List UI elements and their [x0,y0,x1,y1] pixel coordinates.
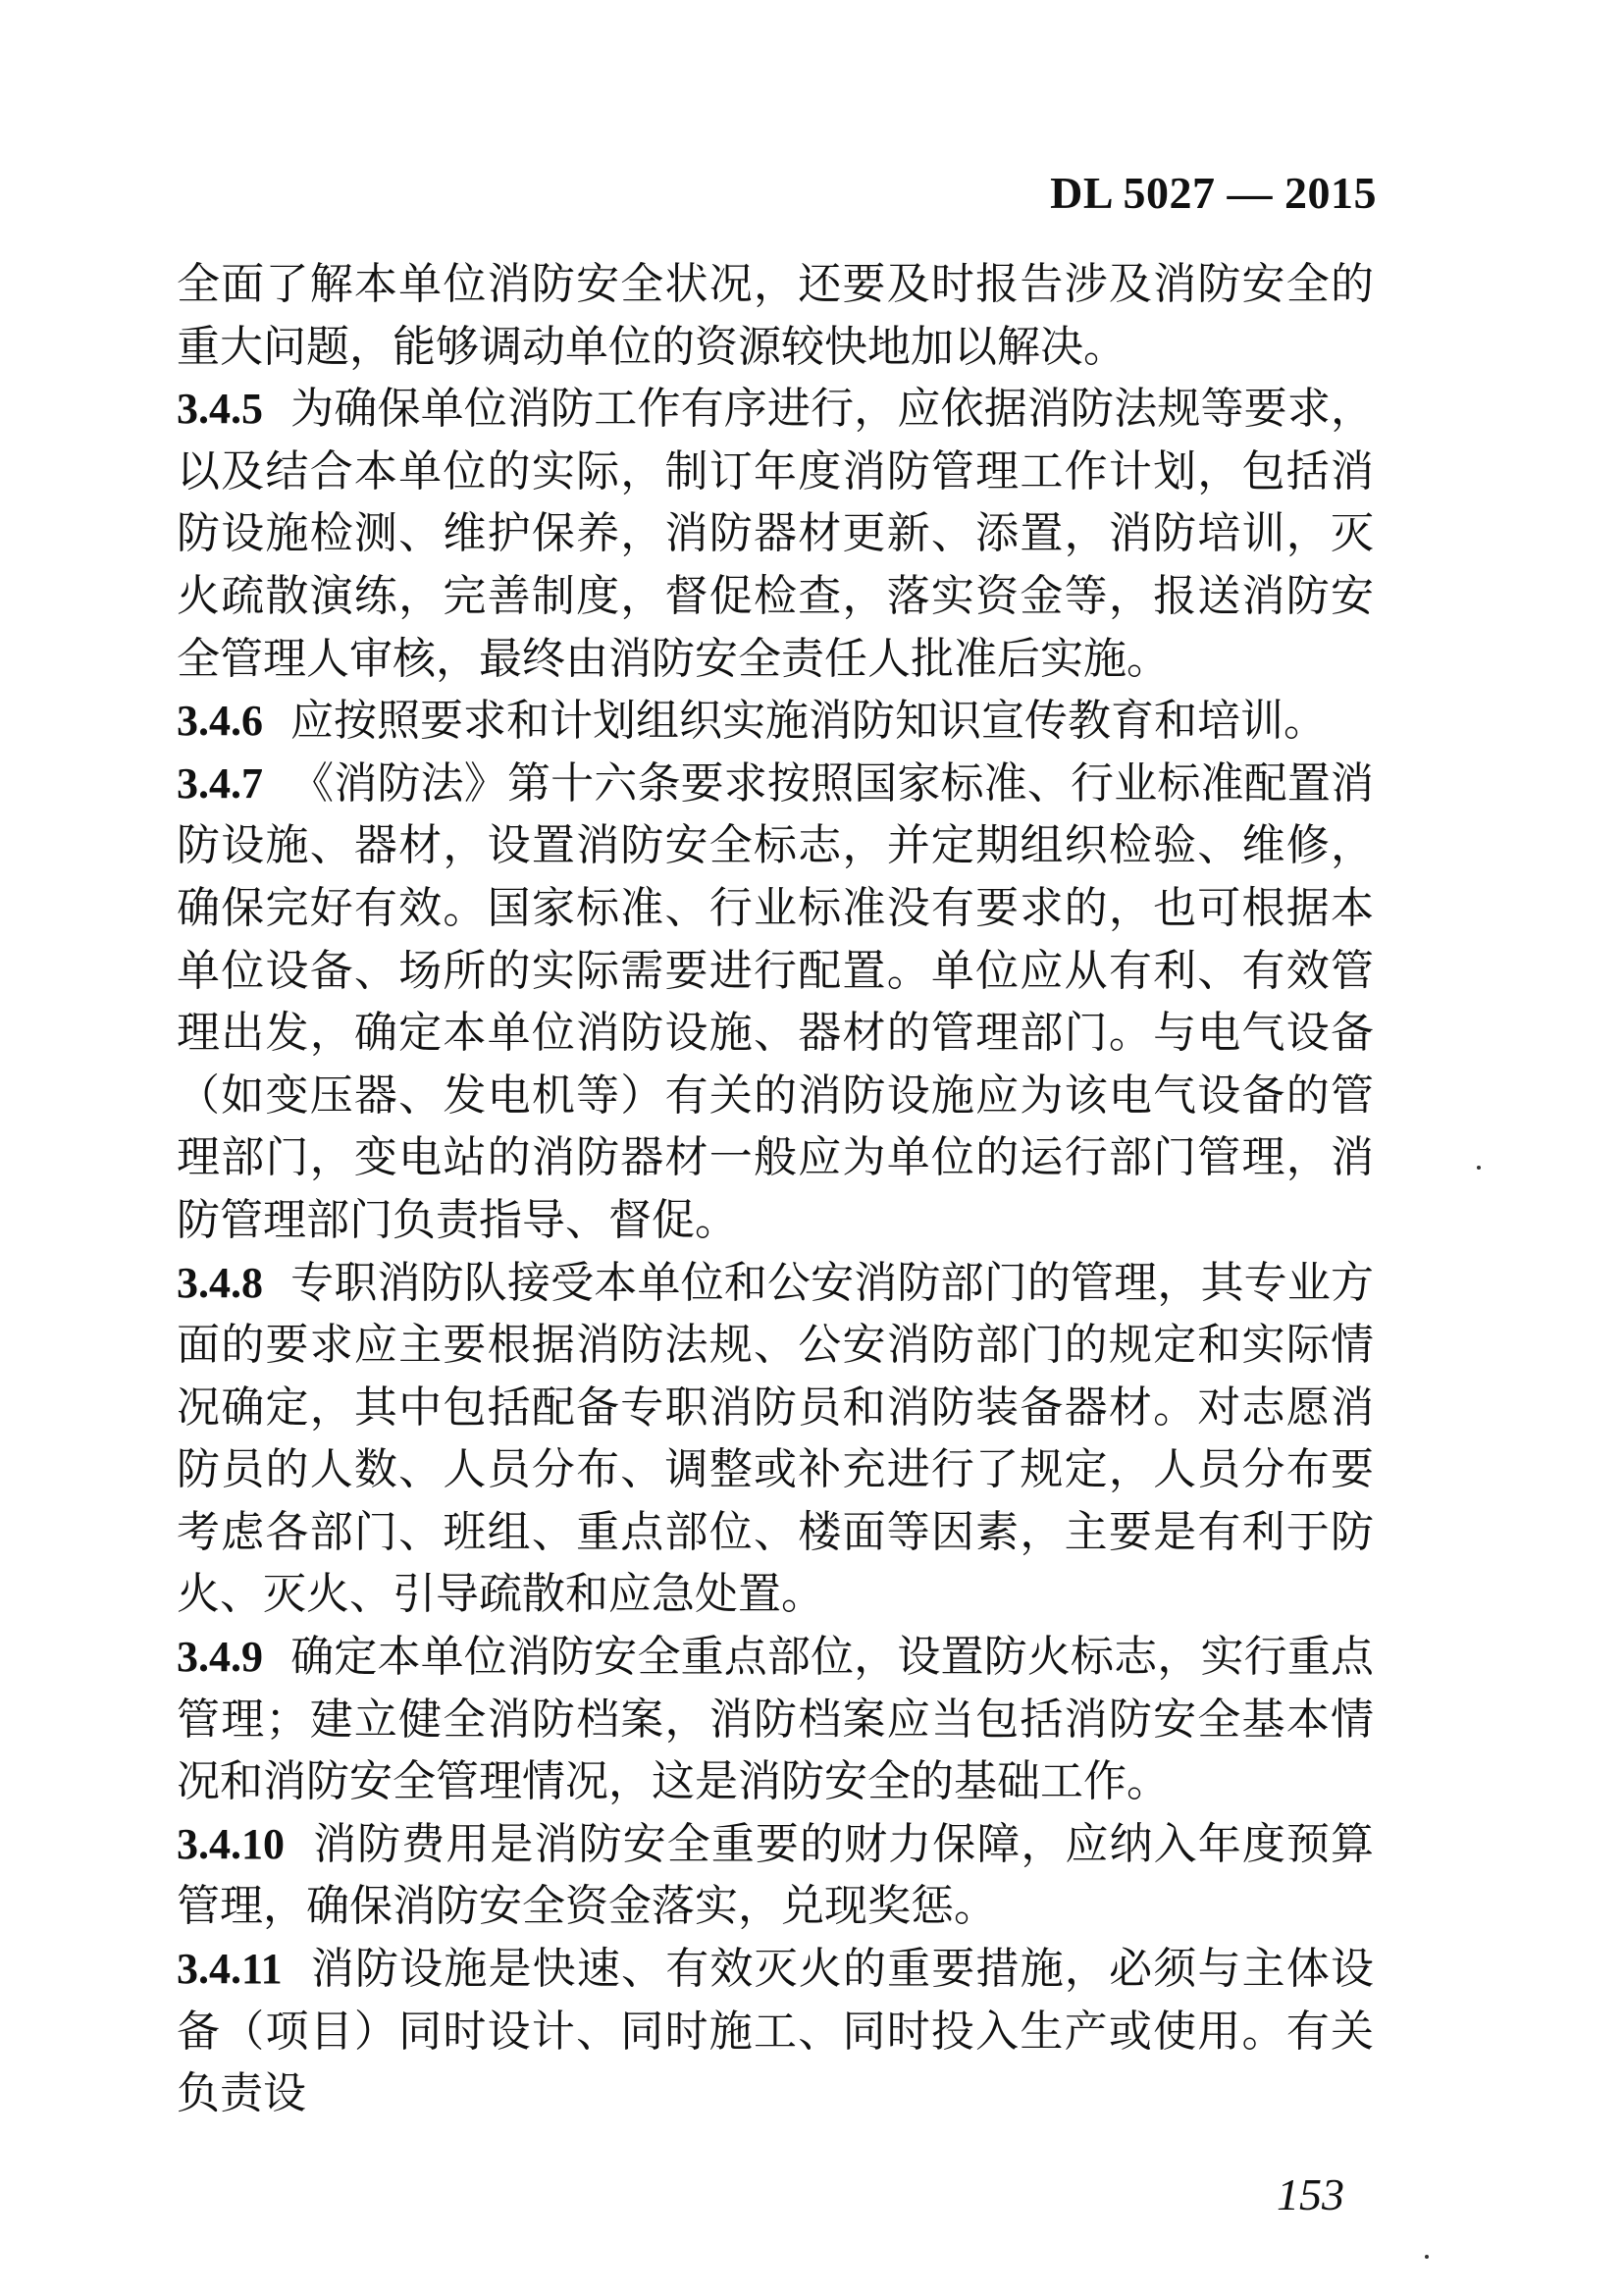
clause-number: 3.4.6 [177,697,263,746]
clause-3-4-11 [177,1938,1374,2125]
clause-3-4-7 [177,753,1374,1252]
clause-3-4-10 [177,1813,1374,1938]
clause-3-4-8 [177,1252,1374,1627]
paragraph-continuation [177,253,1374,378]
document-body [177,253,1374,2125]
clause-number: 3.4.7 [177,758,263,808]
clause-number: 3.4.8 [177,1258,263,1307]
clause-text: 《消防法》第十六条要求按照国家标准、行业标准配置消防设施、器材，设置消防安全标志，并定期组织检验、维修，确保完好有效。国家标准、行业标准没有要求的，也可根据本单位设备、场所的实际需要进行配置。单位应从有利、有效管理出发，确定本单位消防设施、器材的管理部门。与电气设备（如变压器、发电机等）有关的消防设施应为该电气设备的管理部门，变电站的消防器材一般应为单位的运行部门管理，消防管理部门负责指导、督促。 [177,757,1374,1245]
clause-number: 3.4.10 [177,1819,285,1868]
clause-number: 3.4.9 [177,1633,263,1682]
clause-3-4-6 [177,690,1374,753]
clause-text: 应按照要求和计划组织实施消防知识宣传教育和培训。 [290,696,1327,747]
standard-code-header: DL 5027 — 2015 [1050,168,1377,218]
clause-text: 确定本单位消防安全重点部位，设置防火标志，实行重点管理；建立健全消防档案，消防档案应当包括消防安全基本情况和消防安全管理情况，这是消防安全的基础工作。 [177,1632,1374,1807]
clause-text: 为确保单位消防工作有序进行，应依据消防法规等要求，以及结合本单位的实际，制订年度消防管理工作计划，包括消防设施检测、维护保养，消防器材更新、添置，消防培训，灭火疏散演练，完善制度，督促检查，落实资金等，报送消防安全管理人审核，最终由消防安全责任人批准后实施。 [177,384,1374,684]
clause-number: 3.4.5 [177,385,263,434]
clause-text: 消防设施是快速、有效灭火的重要措施，必须与主体设备（项目）同时设计、同时施工、同时投入生产或使用。有关负责设 [177,1944,1374,2119]
scan-speck [1477,1166,1481,1170]
clause-number: 3.4.11 [177,1945,283,1994]
scan-speck [1425,2255,1429,2259]
page-number: 153 [1277,2169,1344,2219]
clause-3-4-9 [177,1626,1374,1813]
clause-text: 专职消防队接受本单位和公安消防部门的管理，其专业方面的要求应主要根据消防法规、公安消防部门的规定和实际情况确定，其中包括配备专职消防员和消防装备器材。对志愿消防员的人数、人员分布、调整或补充进行了规定，人员分布要考虑各部门、班组、重点部位、楼面等因素，主要是有利于防火、灭火、引导疏散和应急处置。 [177,1257,1374,1620]
clause-3-4-5 [177,378,1374,690]
clause-text: 消防费用是消防安全重要的财力保障，应纳入年度预算管理，确保消防安全资金落实，兑现奖惩。 [177,1818,1374,1932]
paragraph-text: 全面了解本单位消防安全状况，还要及时报告涉及消防安全的重大问题，能够调动单位的资源较快地加以解决。 [177,259,1374,372]
